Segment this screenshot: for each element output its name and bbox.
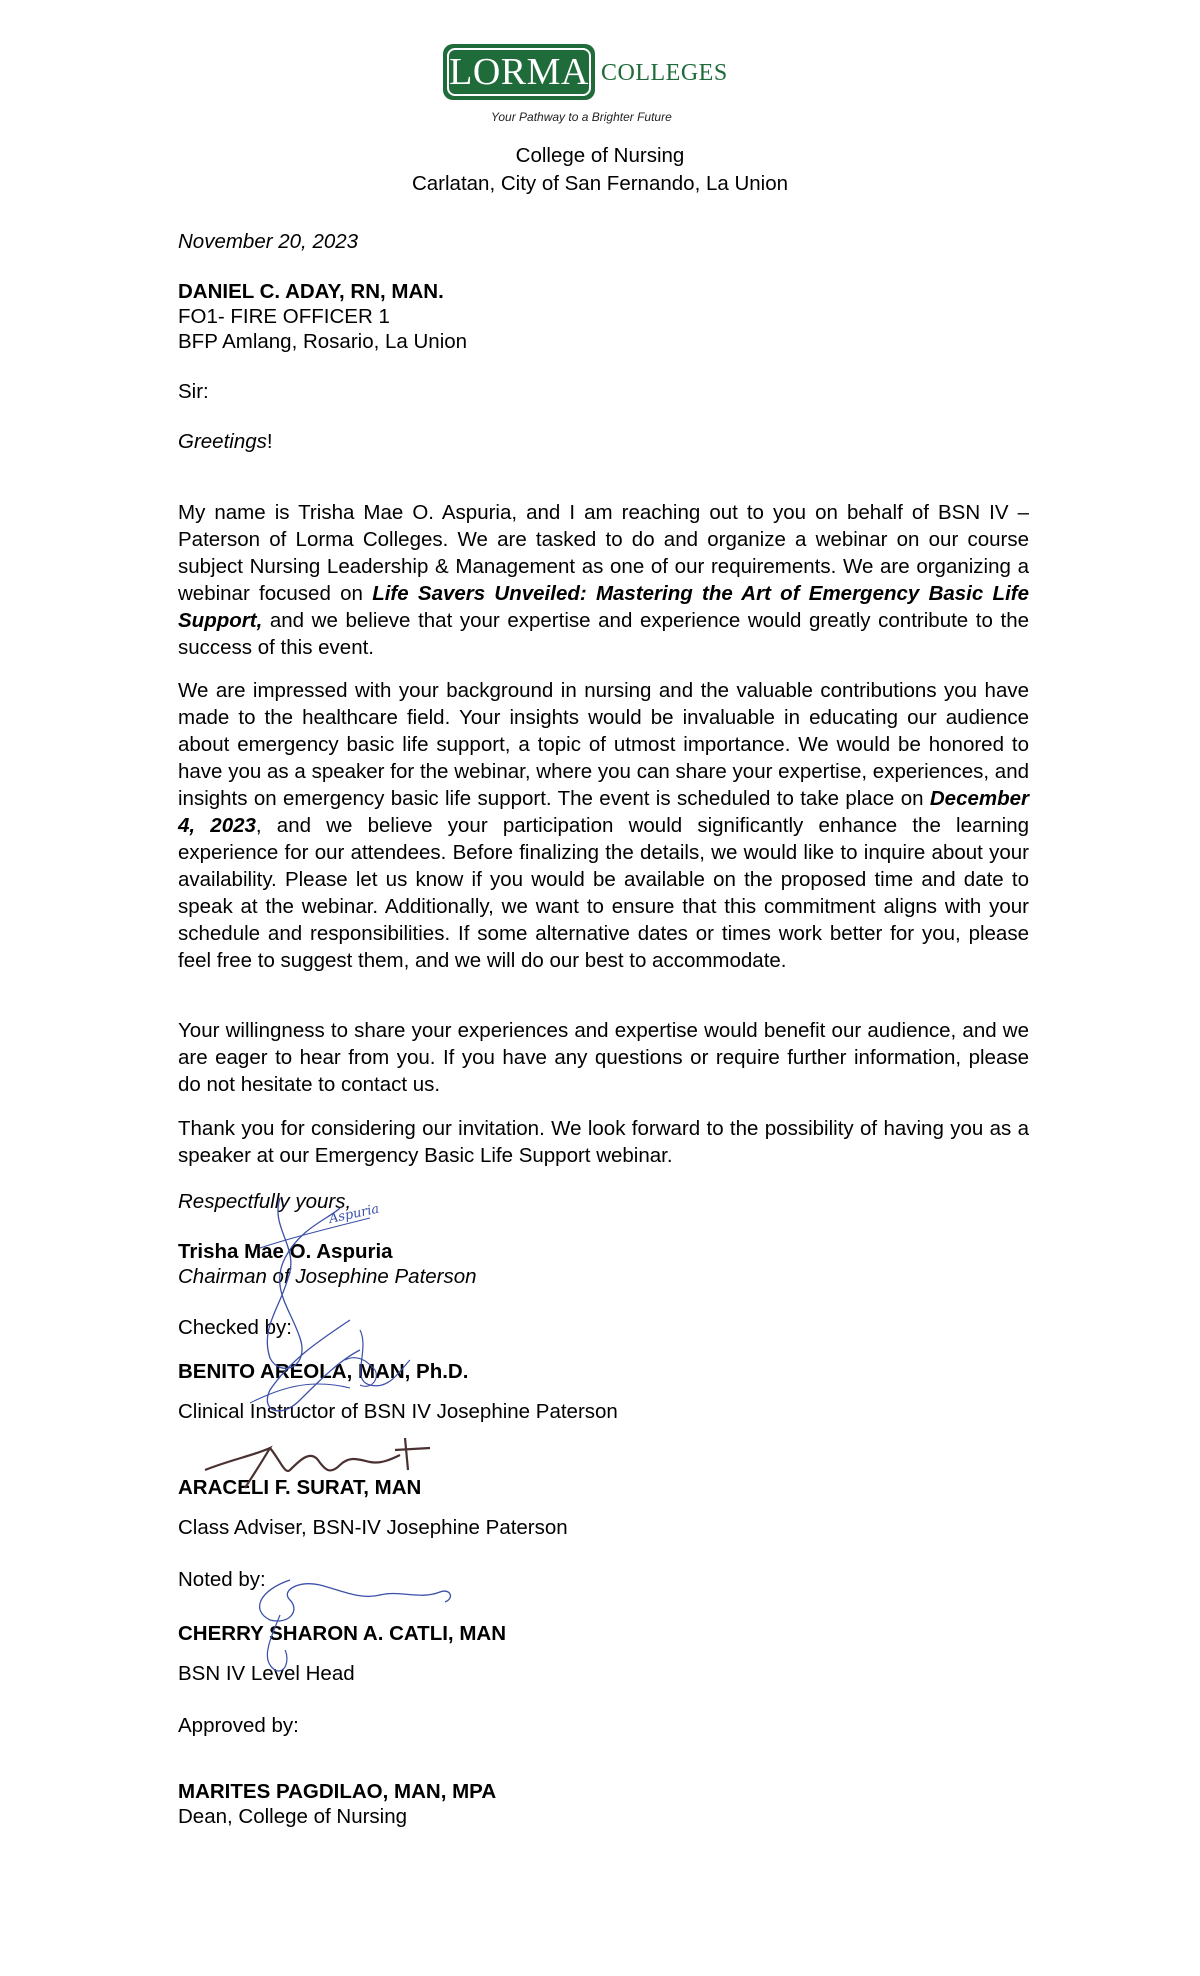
recipient-title: FO1- FIRE OFFICER 1: [178, 305, 390, 328]
checker2-name: ARACELI F. SURAT, MAN: [178, 1476, 422, 1499]
department-line: College of Nursing: [515, 144, 685, 167]
lorma-logo: [443, 44, 747, 130]
letter-date: November 20, 2023: [178, 230, 359, 253]
signature-areola: [250, 1300, 420, 1430]
signature-aspuria-text: Aspuria: [327, 1201, 381, 1227]
webinar-title: Life Savers Unveiled: Mastering the Art of Emergency Basic Life Support,: [178, 581, 1029, 632]
greeting: [178, 430, 273, 454]
checker2-role: Class Adviser, BSN-IV Josephine Paterson: [178, 1516, 568, 1539]
logo-word: LORMA: [449, 51, 589, 93]
approver-name: MARITES PAGDILAO, MAN, MPA: [178, 1780, 497, 1803]
p1-text-a: My name is Trisha Mae O. Aspuria, and I am reaching out to you on behalf of BSN IV – Paterson of Lorma Colleges. We are tasked to do and organize a webinar on our course subject Nursing Leadership & Management as one of our requirements. We are organizing a webinar focused on: [178, 500, 1029, 605]
checker1-name: BENITO AREOLA, MAN, Ph.D.: [178, 1360, 469, 1383]
paragraph-2: [178, 677, 1029, 974]
salutation: Sir:: [178, 380, 209, 403]
checked-by-label: Checked by:: [178, 1316, 292, 1339]
p1-text-b: and we believe that your expertise and experience would greatly contribute to the success of this event.: [178, 608, 1029, 659]
logo-colleges: COLLEGES: [601, 60, 728, 86]
valediction: Respectfully yours,: [178, 1190, 352, 1213]
approved-by-label: Approved by:: [178, 1714, 299, 1737]
signature-surat: [200, 1430, 440, 1500]
noter-name: CHERRY SHARON A. CATLI, MAN: [178, 1622, 506, 1645]
recipient-name: DANIEL C. ADAY, RN, MAN.: [178, 280, 444, 303]
greeting-word: Greetings: [178, 430, 267, 453]
sender-role: Chairman of Josephine Paterson: [178, 1265, 477, 1288]
paragraph-1: [178, 499, 1029, 661]
address-line: Carlatan, City of San Fernando, La Union: [411, 172, 789, 195]
paragraph-4: Thank you for considering our invitation. We look forward to the possibility of having you as a speaker at our Emergency Basic Life Support webinar.: [178, 1116, 1029, 1167]
logo-tagline: Your Pathway to a Brighter Future: [491, 110, 672, 124]
signature-catli: [230, 1570, 470, 1680]
p2-text-b: , and we believe your participation would significantly enhance the learning experience for our attendees. Before finalizing the details, we would like to inquire about your availability. Please let us know if you would be available on the proposed time and date to speak at the webinar. Additionally, we want to ensure that this commitment aligns with your schedule and responsibilities. If some alternative dates or times work better for you, please feel free to suggest them, and we will do our best to accommodate.: [178, 813, 1029, 972]
checker1-role: Clinical Instructor of BSN IV Josephine Paterson: [178, 1400, 618, 1423]
sender-name: Trisha Mae O. Aspuria: [178, 1240, 393, 1263]
approver-role: Dean, College of Nursing: [178, 1805, 408, 1828]
event-date: December 4, 2023: [178, 786, 1029, 837]
noted-by-label: Noted by:: [178, 1568, 266, 1591]
greeting-mark: !: [266, 430, 273, 453]
p2-text-a: We are impressed with your background in nursing and the valuable contributions you have made to the healthcare field. Your insights would be invaluable in educating our audience about emergency basic life support, a topic of utmost importance. We would be honored to have you as a speaker for the webinar, where you can share your expertise, experiences, and insights on emergency basic life support. The event is scheduled to take place on: [178, 678, 1029, 810]
noter-role: BSN IV Level Head: [178, 1662, 355, 1685]
paragraph-3: Your willingness to share your experiences and expertise would benefit our audience, and we are eager to hear from you. If you have any questions or require further information, please do not hesitate to contact us.: [178, 1018, 1029, 1096]
recipient-address: BFP Amlang, Rosario, La Union: [178, 330, 468, 353]
